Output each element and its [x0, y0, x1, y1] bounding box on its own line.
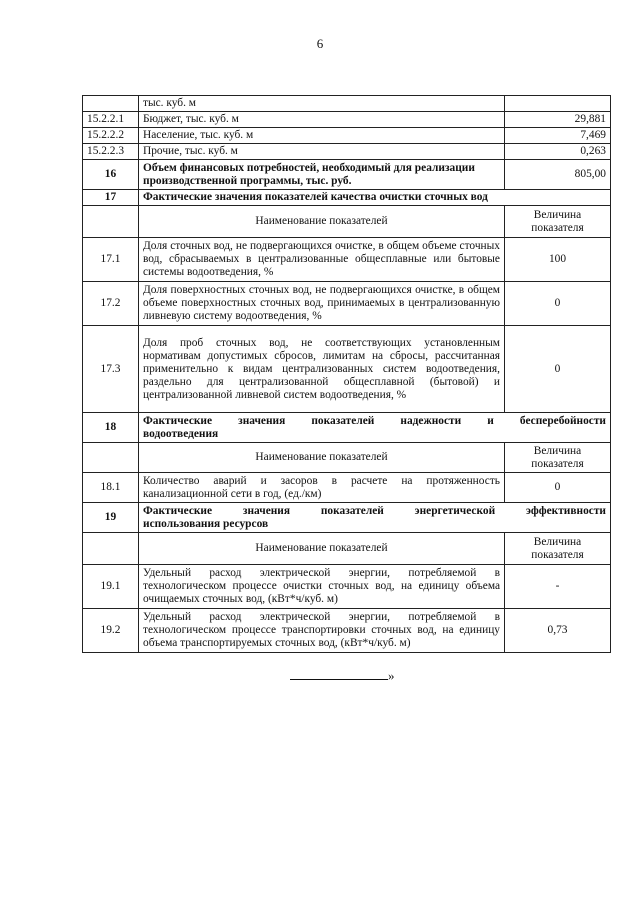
- row-value: -: [505, 565, 611, 609]
- section-title: [139, 503, 611, 533]
- row-number: 18.1: [83, 473, 139, 503]
- empty-cell: [83, 206, 139, 238]
- column-header-name: Наименование показателей: [139, 443, 505, 473]
- row-label: Количество аварий и засоров в расчете на протяженность канализационной сети в год, (ед./км): [139, 473, 505, 503]
- row-value: 0,73: [505, 609, 611, 653]
- table-row: [83, 96, 611, 112]
- row-value: [505, 96, 611, 112]
- row-value: 29,881: [505, 112, 611, 128]
- section-title-line: Фактические значения показателей надежности и бесперебойности: [143, 414, 606, 427]
- signature-underline: [290, 669, 388, 680]
- section-header-row: [83, 413, 611, 443]
- row-label: Прочие, тыс. куб. м: [139, 144, 505, 160]
- row-value: 100: [505, 238, 611, 282]
- row-number: 17.2: [83, 282, 139, 326]
- empty-cell: [83, 533, 139, 565]
- table-row: [83, 144, 611, 160]
- section-title-line: использования ресурсов: [143, 517, 269, 530]
- section-title-line: водоотведения: [143, 427, 219, 440]
- column-header-value: Величина показателя: [505, 443, 611, 473]
- section-title: [139, 413, 611, 443]
- row-number: 19.1: [83, 565, 139, 609]
- row-value: 0,263: [505, 144, 611, 160]
- table-row: [83, 160, 611, 190]
- section-title: Фактические значения показателей качества очистки сточных вод: [139, 190, 611, 206]
- row-label: тыс. куб. м: [139, 96, 505, 112]
- page-number: 6: [316, 36, 324, 51]
- table-row: [83, 609, 611, 653]
- table-row: [83, 565, 611, 609]
- closing-line: [290, 668, 402, 684]
- column-header-name: Наименование показателей: [139, 206, 505, 238]
- column-header-value: Величина показателя: [505, 533, 611, 565]
- column-header-row: [83, 443, 611, 473]
- section-number: 19: [83, 503, 139, 533]
- table-row: [83, 473, 611, 503]
- row-code: [83, 96, 139, 112]
- table-row: [83, 238, 611, 282]
- section-header-row: [83, 190, 611, 206]
- table-row: [83, 112, 611, 128]
- row-code: 15.2.2.1: [83, 112, 139, 128]
- column-header-name: Наименование показателей: [139, 533, 505, 565]
- row-label: Удельный расход электрической энергии, потребляемой в технологическом процессе транспортировки сточных вод, на единицу объема транспортируемых сточных вод, (кВт*ч/куб. м): [139, 609, 505, 653]
- indicators-table: [82, 95, 611, 653]
- empty-cell: [83, 443, 139, 473]
- row-value: 0: [505, 282, 611, 326]
- row-label: Удельный расход электрической энергии, потребляемой в технологическом процессе очистки сточных вод, на единицу объема очищаемых сточных вод, (кВт*ч/куб. м): [139, 565, 505, 609]
- column-header-value: Величина показателя: [505, 206, 611, 238]
- row-number: 16: [83, 160, 139, 190]
- column-header-row: [83, 206, 611, 238]
- row-code: 15.2.2.2: [83, 128, 139, 144]
- row-label: Объем финансовых потребностей, необходимый для реализации производственной программы, тыс. руб.: [139, 160, 505, 190]
- row-value: 0: [505, 326, 611, 413]
- row-label: Доля сточных вод, не подвергающихся очистке, в общем объеме сточных вод, сбрасываемых в централизованные общесплавные или бытовые системы водоотведения, %: [139, 238, 505, 282]
- row-value: 0: [505, 473, 611, 503]
- row-label: Доля поверхностных сточных вод, не подвергающихся очистке, в общем объеме поверхностных сточных вод, принимаемых в централизованную ливневую систему водоотведения, %: [139, 282, 505, 326]
- table-row: [83, 128, 611, 144]
- row-value: 805,00: [505, 160, 611, 190]
- row-value: 7,469: [505, 128, 611, 144]
- row-label: Бюджет, тыс. куб. м: [139, 112, 505, 128]
- closing-quote: »: [388, 668, 395, 683]
- column-header-row: [83, 533, 611, 565]
- section-number: 17: [83, 190, 139, 206]
- section-title-line: Фактические значения показателей энергетической эффективности: [143, 504, 606, 517]
- row-label: Население, тыс. куб. м: [139, 128, 505, 144]
- row-number: 17.3: [83, 326, 139, 413]
- row-label: Доля проб сточных вод, не соответствующих установленным нормативам допустимых сбросов, лимитам на сбросы, рассчитанная применительно к видам централизованных систем водоотведения, раздельно для централизованной общесплавной (бытовой) и централизованной ливневой систем водоотведения, %: [139, 326, 505, 413]
- row-number: 19.2: [83, 609, 139, 653]
- row-number: 17.1: [83, 238, 139, 282]
- table-row: [83, 282, 611, 326]
- section-number: 18: [83, 413, 139, 443]
- section-header-row: [83, 503, 611, 533]
- table-row: [83, 326, 611, 413]
- row-code: 15.2.2.3: [83, 144, 139, 160]
